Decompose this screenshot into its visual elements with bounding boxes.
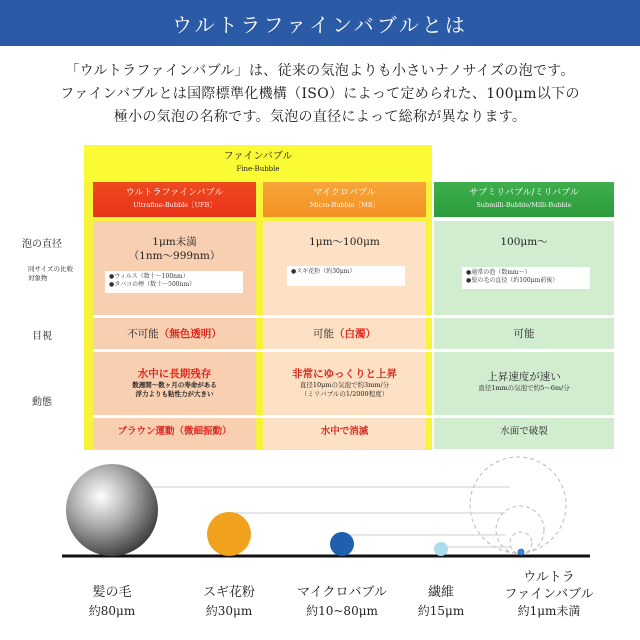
ufb-subtitle: Ultrafine-Bubble［UFB］ (133, 201, 216, 209)
ufb-label (484, 569, 614, 620)
mb-motion: 水中で消滅 (320, 426, 369, 437)
ufb-visual (93, 327, 256, 341)
intro-line-1: 「ウルトラファインバブル」は、従来の気泡よりも小さいナノサイズの泡です。 (65, 63, 575, 79)
milli-examples (462, 267, 590, 289)
milli-diameter-value: 100μm〜 (500, 236, 548, 248)
hair-size: 約80μm (88, 604, 136, 618)
fiber-name: 繊維 (427, 585, 454, 600)
ufb-behavior-desc-1: 数週間〜数ヶ月の寿命がある (132, 381, 217, 389)
milli-column-header (434, 182, 614, 217)
ufb-diameter-range: （1nm〜999nm） (128, 250, 221, 262)
milli-example-2: ●髪の毛の直径（約100μm前後） (466, 277, 559, 284)
fiber-label (405, 583, 477, 621)
hair-name: 髪の毛 (92, 585, 132, 600)
intro-line-2: ファインバブルとは国際標準化機構（ISO）によって定められた、100μm以下の (60, 86, 580, 102)
bubble-comparison-table (0, 145, 640, 451)
milli-title: サブミリバブル/ミリバブル (469, 188, 579, 198)
row-label-visual: 目視 (32, 331, 52, 342)
milli-example-1: ●通常の泡（数mm〜） (466, 269, 531, 276)
ufb-behavior-desc-2: 浮力よりも粘性力が大きい (135, 389, 214, 398)
ufb-example-2: ●タバコの煙（数十〜500nm） (109, 281, 196, 288)
ufb-visual-note: （無色透明） (158, 328, 222, 340)
ufb-visual-value: 不可能 (127, 328, 159, 340)
mb-behavior-desc-2: （ミリバブルの1/2000程度） (300, 389, 389, 398)
pollen-size: 約30μm (205, 604, 253, 618)
micro-bubble-circle (330, 532, 354, 556)
row-label-diameter: 泡の直径 (22, 239, 62, 250)
row-divider-1 (93, 315, 614, 318)
ufb-column-header (93, 182, 256, 217)
pollen-circle (207, 512, 251, 556)
hair-label (72, 583, 152, 621)
mb-diameter-value: 1μm〜100μm (309, 236, 380, 248)
ufb-diameter-value: 1μm未満 (152, 236, 197, 248)
ufb-circle (518, 549, 524, 555)
pollen-name: スギ花粉 (202, 585, 255, 600)
ufb-size: 約1μm未満 (517, 604, 581, 618)
ufb-diameter (93, 235, 256, 263)
micro-bubble-name: マイクロバブル (297, 585, 387, 600)
fiber-circle (434, 542, 448, 556)
intro-line-3: 極小の気泡の名称です。気泡の直径によって総称が異なります。 (113, 109, 527, 125)
fiber-size: 約15μm (417, 604, 465, 618)
mb-example-1: ●スギ花粉（約30μm） (291, 268, 356, 275)
ufb-name-2: ファインバブル (504, 587, 594, 602)
mb-examples (287, 266, 405, 286)
size-comparison-figure (0, 455, 640, 567)
hair-circle (66, 464, 158, 556)
size-comparison-diagram (0, 455, 640, 640)
mb-title: マイクロバブル (313, 188, 376, 198)
micro-bubble-label (282, 583, 402, 621)
mb-visual-note: （白濁） (334, 328, 376, 340)
intro-text (20, 60, 620, 129)
ufb-examples (105, 271, 243, 293)
row-label-same-size: 同サイズの比較対象物 (28, 265, 73, 282)
milli-behavior (434, 370, 614, 393)
milli-subtitle: Submilli-Bubble/Milli-Bubble (476, 201, 572, 209)
fine-bubble-header (84, 145, 432, 182)
milli-visual (434, 327, 614, 341)
ufb-behavior (93, 367, 256, 398)
fine-bubble-label: ファインバブル (223, 151, 293, 162)
milli-motion: 水面で破裂 (500, 426, 548, 437)
guide-lines (120, 487, 510, 547)
mb-column-header (263, 182, 426, 217)
row-divider-2 (93, 349, 614, 352)
row-divider-3 (93, 415, 614, 418)
row-label-behavior: 動態 (32, 397, 52, 408)
mb-visual (263, 327, 426, 341)
page-title: ウルトラファインバブルとは (172, 12, 468, 37)
mb-subtitle: Micro-Bubble［MB］ (309, 201, 380, 209)
bubble-outline-large (470, 457, 566, 553)
ufb-name-1: ウルトラ (523, 570, 575, 585)
milli-behavior-desc-1: 直径1mmの気泡で約5〜6m/分 (478, 384, 570, 392)
milli-diameter (434, 235, 614, 249)
pollen-label (184, 583, 274, 621)
page-banner (0, 0, 640, 46)
milli-visual-value: 可能 (513, 328, 535, 340)
mb-behavior-desc-1: 直径10μmの気泡で約3mm/分 (299, 381, 390, 389)
mb-behavior-title: 非常にゆっくりと上昇 (292, 368, 397, 380)
ufb-title: ウルトラファインバブル (125, 188, 224, 198)
micro-bubble-size: 約10~80μm (306, 604, 378, 618)
ufb-example-1: ●ウィルス（数十〜100nm） (109, 273, 189, 280)
ufb-motion: ブラウン運動（微細振動） (117, 426, 232, 437)
bubble-outline-group (470, 457, 566, 554)
mb-visual-value: 可能 (313, 328, 334, 340)
fine-bubble-sub: Fine-Bubble (236, 165, 280, 173)
mb-diameter (263, 235, 426, 249)
milli-behavior-title: 上昇速度が速い (487, 371, 561, 383)
ufb-behavior-title: 水中に長期残存 (137, 368, 212, 380)
mb-behavior (263, 367, 426, 398)
